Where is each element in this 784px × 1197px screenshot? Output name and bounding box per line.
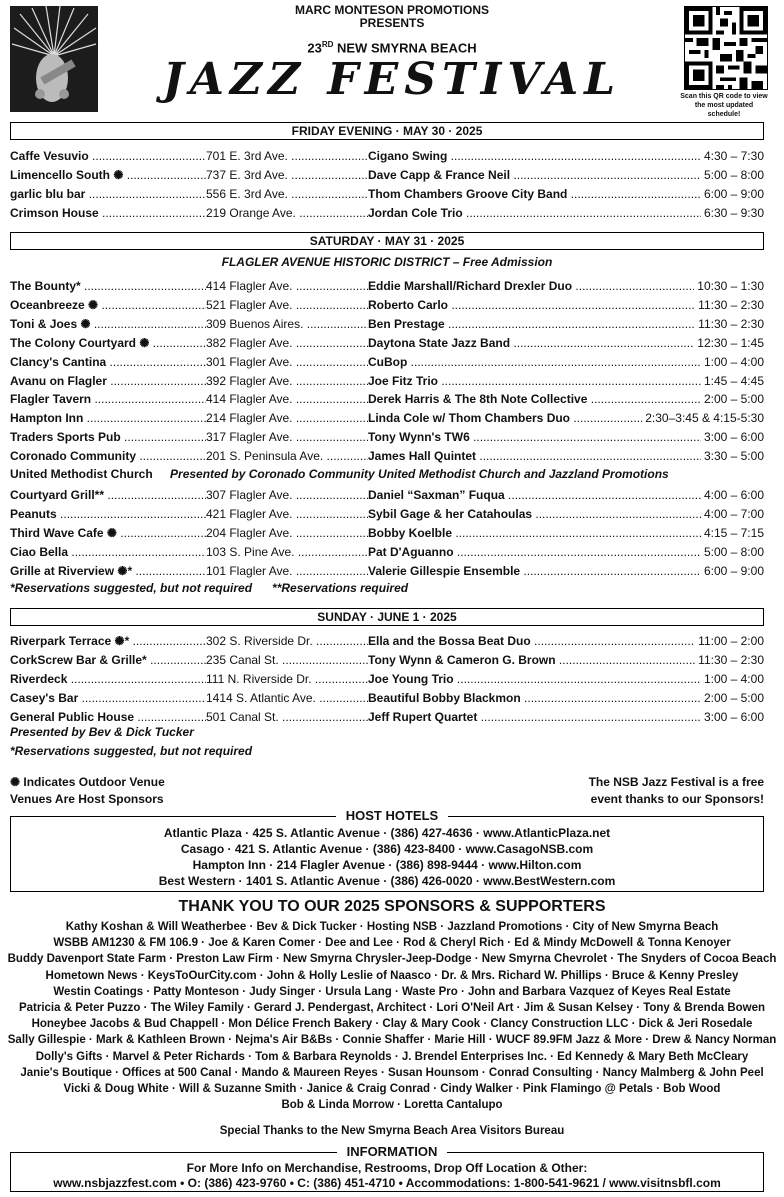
saturday-note: *Reservations suggested, but not required **Reservations required xyxy=(10,581,409,595)
free-event-line1: The NSB Jazz Festival is a free xyxy=(588,775,764,789)
row-addr: 201 S. Peninsula Ave. ..... xyxy=(206,447,368,465)
row-act: Bobby Koelble ..... xyxy=(368,524,764,542)
information-title xyxy=(0,1144,784,1159)
row-addr: 111 N. Riverside Dr. ..... xyxy=(206,670,368,688)
row-addr: 101 Flagler Ave. ..... xyxy=(206,562,368,580)
schedule-row xyxy=(10,447,764,465)
row-venue: Avanu on Flagler ..... xyxy=(10,372,206,390)
row-venue: Third Wave Cafe ✺ ..... xyxy=(10,524,206,542)
row-addr: 235 Canal St. ..... xyxy=(206,651,368,669)
row-act: Tony Wynn & Cameron G. Brown ..... xyxy=(368,651,764,669)
row-act: Sybil Gage & her Catahoulas ..... xyxy=(368,505,764,523)
row-venue: General Public House ..... xyxy=(10,708,206,726)
row-time: 1:00 – 4:00 xyxy=(701,670,764,688)
row-venue: Casey's Bar ..... xyxy=(10,689,206,707)
umc-venue: United Methodist Church xyxy=(10,467,153,481)
edition-suffix: RD xyxy=(321,40,334,49)
schedule-row xyxy=(10,505,764,523)
row-time: 2:00 – 5:00 xyxy=(701,390,764,408)
row-venue: The Bounty* ..... xyxy=(10,277,206,295)
special-thanks: Special Thanks to the New Smyrna Beach Area Visitors Bureau xyxy=(219,1125,565,1137)
row-time: 6:30 – 9:30 xyxy=(701,204,764,222)
sponsor-line: Sally Gillespie · Mark & Kathleen Brown · Nejma's Air B&Bs · Connie Shaffer · Marie Hill · WUCF 89.9FM Jazz & More · Drew & Nancy Norman xyxy=(7,1034,777,1047)
schedule-row xyxy=(10,409,764,427)
schedule-row xyxy=(10,296,764,314)
row-addr: 556 E. 3rd Ave. ..... xyxy=(206,185,368,203)
schedule-row xyxy=(10,524,764,542)
schedule-row xyxy=(10,166,764,184)
row-time: 2:30–3:45 & 4:15-5:30 xyxy=(642,409,764,427)
schedule-row xyxy=(10,428,764,446)
row-addr: 301 Flagler Ave. ..... xyxy=(206,353,368,371)
hotel-line: Hampton Inn · 214 Flagler Avenue · (386) 898-9444 · www.Hilton.com xyxy=(192,858,582,872)
row-venue: Oceanbreeze ✺ ..... xyxy=(10,296,206,314)
festival-title: JAZZ FESTIVAL xyxy=(162,54,622,105)
page-header xyxy=(0,0,784,118)
schedule-row xyxy=(10,670,764,688)
row-time: 4:00 – 6:00 xyxy=(701,486,764,504)
row-venue: Riverpark Terrace ✺* ..... xyxy=(10,632,206,650)
row-act: Eddie Marshall/Richard Drexler Duo ..... xyxy=(368,277,764,295)
row-act: Roberto Carlo ..... xyxy=(368,296,764,314)
sponsor-line: Kathy Koshan & Will Weatherbee · Bev & Dick Tucker · Hosting NSB · Jazzland Promotions · City of New Smyrna Beach xyxy=(65,921,719,933)
qr-code[interactable] xyxy=(684,6,768,90)
row-time: 3:00 – 6:00 xyxy=(701,428,764,446)
legend-left xyxy=(10,774,165,808)
sponsor-line: Buddy Davenport State Farm · Preston Law Firm · New Smyrna Chrysler-Jeep-Dodge · New Smyrna Chevrolet · The Snyders of Cocoa Beach xyxy=(7,953,777,966)
presenter-name: MARC MONTESON PROMOTIONS xyxy=(295,3,489,17)
row-venue: Courtyard Grill** ..... xyxy=(10,486,206,504)
row-time: 11:30 – 2:30 xyxy=(695,315,764,333)
sponsors-title: THANK YOU TO OUR 2025 SPONSORS & SUPPORTERS xyxy=(178,898,606,915)
row-time: 3:00 – 6:00 xyxy=(701,708,764,726)
row-venue: Riverdeck ..... xyxy=(10,670,206,688)
row-time: 4:30 – 7:30 xyxy=(701,147,764,165)
schedule-row xyxy=(10,708,764,726)
row-venue: Crimson House ..... xyxy=(10,204,206,222)
row-act: Beautiful Bobby Blackmon ..... xyxy=(368,689,764,707)
schedule-row xyxy=(10,185,764,203)
sponsor-line: Janie's Boutique · Offices at 500 Canal · Mando & Maureen Reyes · Susan Hounsom · Conrad Consulting · Nancy Malmberg & John Peel xyxy=(20,1066,764,1079)
edition-place: NEW SMYRNA BEACH xyxy=(333,40,477,56)
schedule-row xyxy=(10,147,764,165)
legend-right xyxy=(589,774,764,808)
info-contacts: www.nsbjazzfest.com • O: (386) 423-9760 • C: (386) 451-4710 • Accommodations: 1-800-541-9621 / www.visitnsbfl.com xyxy=(53,1176,721,1190)
hotel-line: Best Western · 1401 S. Atlantic Avenue · (386) 426-0020 · www.BestWestern.com xyxy=(158,874,616,888)
row-time: 11:00 – 2:00 xyxy=(695,632,764,650)
schedule-row xyxy=(10,689,764,707)
schedule-row xyxy=(10,632,764,650)
row-addr: 414 Flagler Ave. ..... xyxy=(206,277,368,295)
sunday-presented: Presented by Bev & Dick Tucker xyxy=(10,725,194,739)
row-act: Joe Fitz Trio ..... xyxy=(368,372,764,390)
row-addr: 1414 S. Atlantic Ave. ..... xyxy=(206,689,368,707)
row-addr: 392 Flagler Ave. ..... xyxy=(206,372,368,390)
row-act: Daniel “Saxman” Fuqua ..... xyxy=(368,486,764,504)
sunday-note: *Reservations suggested, but not required xyxy=(10,744,253,758)
row-venue: Limencello South ✺ ..... xyxy=(10,166,206,184)
free-event-line2: event thanks to our Sponsors! xyxy=(590,792,764,806)
row-time: 11:30 – 2:30 xyxy=(695,296,764,314)
schedule-row xyxy=(10,390,764,408)
schedule-row xyxy=(10,562,764,580)
row-time: 5:00 – 8:00 xyxy=(701,166,764,184)
row-time: 1:00 – 4:00 xyxy=(701,353,764,371)
schedule-row xyxy=(10,486,764,504)
edition-number: 23 xyxy=(307,40,322,56)
row-act: Tony Wynn's TW6 ..... xyxy=(368,428,764,446)
row-time: 6:00 – 9:00 xyxy=(701,562,764,580)
row-time: 11:30 – 2:30 xyxy=(695,651,764,669)
schedule-row xyxy=(10,372,764,390)
presenter xyxy=(0,4,784,30)
row-time: 1:45 – 4:45 xyxy=(701,372,764,390)
info-line-1: For More Info on Merchandise, Restrooms, Drop Off Location & Other: xyxy=(186,1161,588,1175)
host-hotels-title xyxy=(0,808,784,823)
row-act: Dave Capp & France Neil ..... xyxy=(368,166,764,184)
sponsor-line: Patricia & Peter Puzzo · The Wiley Family · Gerard J. Pendergast, Architect · Lori O'Neil Art · Jim & Susan Kelsey · Tony & Brenda Bowen xyxy=(18,1002,766,1014)
row-act: Jordan Cole Trio ..... xyxy=(368,204,764,222)
row-act: CuBop ..... xyxy=(368,353,764,371)
row-time: 6:00 – 9:00 xyxy=(701,185,764,203)
row-time: 10:30 – 1:30 xyxy=(694,277,764,295)
schedule-row xyxy=(10,651,764,669)
saturday-heading: SATURDAY · MAY 31 · 2025 xyxy=(10,232,764,250)
row-addr: 701 E. 3rd Ave. ..... xyxy=(206,147,368,165)
row-addr: 421 Flagler Ave. ..... xyxy=(206,505,368,523)
row-addr: 317 Flagler Ave. ..... xyxy=(206,428,368,446)
row-venue: Toni & Joes ✺ ..... xyxy=(10,315,206,333)
row-addr: 307 Flagler Ave. ..... xyxy=(206,486,368,504)
row-addr: 302 S. Riverside Dr. ..... xyxy=(206,632,368,650)
row-venue: Caffe Vesuvio ..... xyxy=(10,147,206,165)
schedule-row xyxy=(10,277,764,295)
row-addr: 382 Flagler Ave. ..... xyxy=(206,334,368,352)
schedule-row xyxy=(10,204,764,222)
row-time: 12:30 – 1:45 xyxy=(694,334,764,352)
qr-caption: Scan this QR code to view the most updated schedule! xyxy=(680,93,768,118)
row-addr: 204 Flagler Ave. ..... xyxy=(206,524,368,542)
row-venue: Peanuts ..... xyxy=(10,505,206,523)
row-venue: Traders Sports Pub ..... xyxy=(10,428,206,446)
row-venue: Clancy's Cantina ..... xyxy=(10,353,206,371)
host-hotels-title-text: HOST HOTELS xyxy=(336,808,448,823)
row-time: 2:00 – 5:00 xyxy=(701,689,764,707)
outdoor-legend: ✺ Indicates Outdoor Venue xyxy=(10,775,165,789)
row-venue: CorkScrew Bar & Grille* ..... xyxy=(10,651,206,669)
sponsor-line: Hometown News · KeysToOurCity.com · John & Holly Leslie of Naasco · Dr. & Mrs. Richard W. Phillips · Bruce & Kenny Presley xyxy=(45,969,739,982)
row-act: Jeff Rupert Quartet ..... xyxy=(368,708,764,726)
sponsor-line: Bob & Linda Morrow · Loretta Cantalupo xyxy=(281,1099,503,1112)
sponsor-line: Westin Coatings · Patty Monteson · Judy Singer · Ursula Lang · Waste Pro · John and Barbara Vazquez of Keyes Real Estate xyxy=(53,985,731,998)
row-act: Valerie Gillespie Ensemble ..... xyxy=(368,562,764,580)
presents-label: PRESENTS xyxy=(359,16,425,30)
information-title-text: INFORMATION xyxy=(337,1144,448,1159)
row-venue: Hampton Inn ..... xyxy=(10,409,206,427)
hotel-line: Atlantic Plaza · 425 S. Atlantic Avenue · (386) 427-4636 · www.AtlanticPlaza.net xyxy=(163,826,611,840)
host-sponsors-legend: Venues Are Host Sponsors xyxy=(10,792,164,806)
row-act: Derek Harris & The 8th Note Collective ..... xyxy=(368,390,764,408)
row-venue: Flagler Tavern ..... xyxy=(10,390,206,408)
row-act: Cigano Swing ..... xyxy=(368,147,764,165)
umc-row xyxy=(10,467,764,481)
row-act: Linda Cole w/ Thom Chambers Duo ..... xyxy=(368,409,764,427)
row-venue: Grille at Riverview ✺* ..... xyxy=(10,562,206,580)
row-time: 5:00 – 8:00 xyxy=(701,543,764,561)
schedule-row xyxy=(10,543,764,561)
row-addr: 103 S. Pine Ave. ..... xyxy=(206,543,368,561)
sunday-heading: SUNDAY · JUNE 1 · 2025 xyxy=(10,608,764,626)
sponsor-line: Vicki & Doug White · Will & Suzanne Smith · Janice & Craig Conrad · Cindy Walker · Pink Flamingo @ Petals · Bob Wood xyxy=(63,1083,721,1095)
row-venue: garlic blu bar ..... xyxy=(10,185,206,203)
row-venue: Ciao Bella ..... xyxy=(10,543,206,561)
schedule-row xyxy=(10,353,764,371)
row-addr: 214 Flagler Ave. ..... xyxy=(206,409,368,427)
row-time: 4:15 – 7:15 xyxy=(701,524,764,542)
row-addr: 521 Flagler Ave. ..... xyxy=(206,296,368,314)
row-addr: 414 Flagler Ave. ..... xyxy=(206,390,368,408)
row-addr: 501 Canal St. ..... xyxy=(206,708,368,726)
row-act: Daytona State Jazz Band ..... xyxy=(368,334,764,352)
schedule-row xyxy=(10,315,764,333)
saturday-subheading: FLAGLER AVENUE HISTORIC DISTRICT – Free Admission xyxy=(221,255,553,269)
row-time: 3:30 – 5:00 xyxy=(701,447,764,465)
row-act: Pat D'Aguanno ..... xyxy=(368,543,764,561)
umc-presented: Presented by Coronado Community United Methodist Church and Jazzland Promotions xyxy=(170,467,669,481)
row-time: 4:00 – 7:00 xyxy=(701,505,764,523)
schedule-row xyxy=(10,334,764,352)
sponsor-line: Honeybee Jacobs & Bud Chappell · Mon Délice French Bakery · Clay & Mary Cook · Clancy Construction LLC · Dick & Jeri Rosedale xyxy=(31,1018,753,1031)
hotel-line: Casago · 421 S. Atlantic Avenue · (386) 423-8400 · www.CasagoNSB.com xyxy=(180,842,594,856)
row-act: Joe Young Trio ..... xyxy=(368,670,764,688)
row-act: Ella and the Bossa Beat Duo ..... xyxy=(368,632,764,650)
row-act: Ben Prestage ..... xyxy=(368,315,764,333)
row-addr: 737 E. 3rd Ave. ..... xyxy=(206,166,368,184)
row-addr: 219 Orange Ave. ..... xyxy=(206,204,368,222)
row-act: Thom Chambers Groove City Band ..... xyxy=(368,185,764,203)
sponsor-line: WSBB AM1230 & FM 106.9 · Joe & Karen Comer · Dee and Lee · Rod & Cheryl Rich · Ed & Mindy McDowell & Tonna Kenoyer xyxy=(53,937,731,950)
row-venue: Coronado Community ..... xyxy=(10,447,206,465)
sponsor-line: Dolly's Gifts · Marvel & Peter Richards · Tom & Barbara Reynolds · J. Brendel Enterprises Inc. · Ed Kennedy & Mary Beth McCleary xyxy=(35,1050,749,1063)
row-addr: 309 Buenos Aires. ..... xyxy=(206,315,368,333)
row-venue: The Colony Courtyard ✺ ..... xyxy=(10,334,206,352)
friday-heading: FRIDAY EVENING · MAY 30 · 2025 xyxy=(10,122,764,140)
row-act: James Hall Quintet ..... xyxy=(368,447,764,465)
